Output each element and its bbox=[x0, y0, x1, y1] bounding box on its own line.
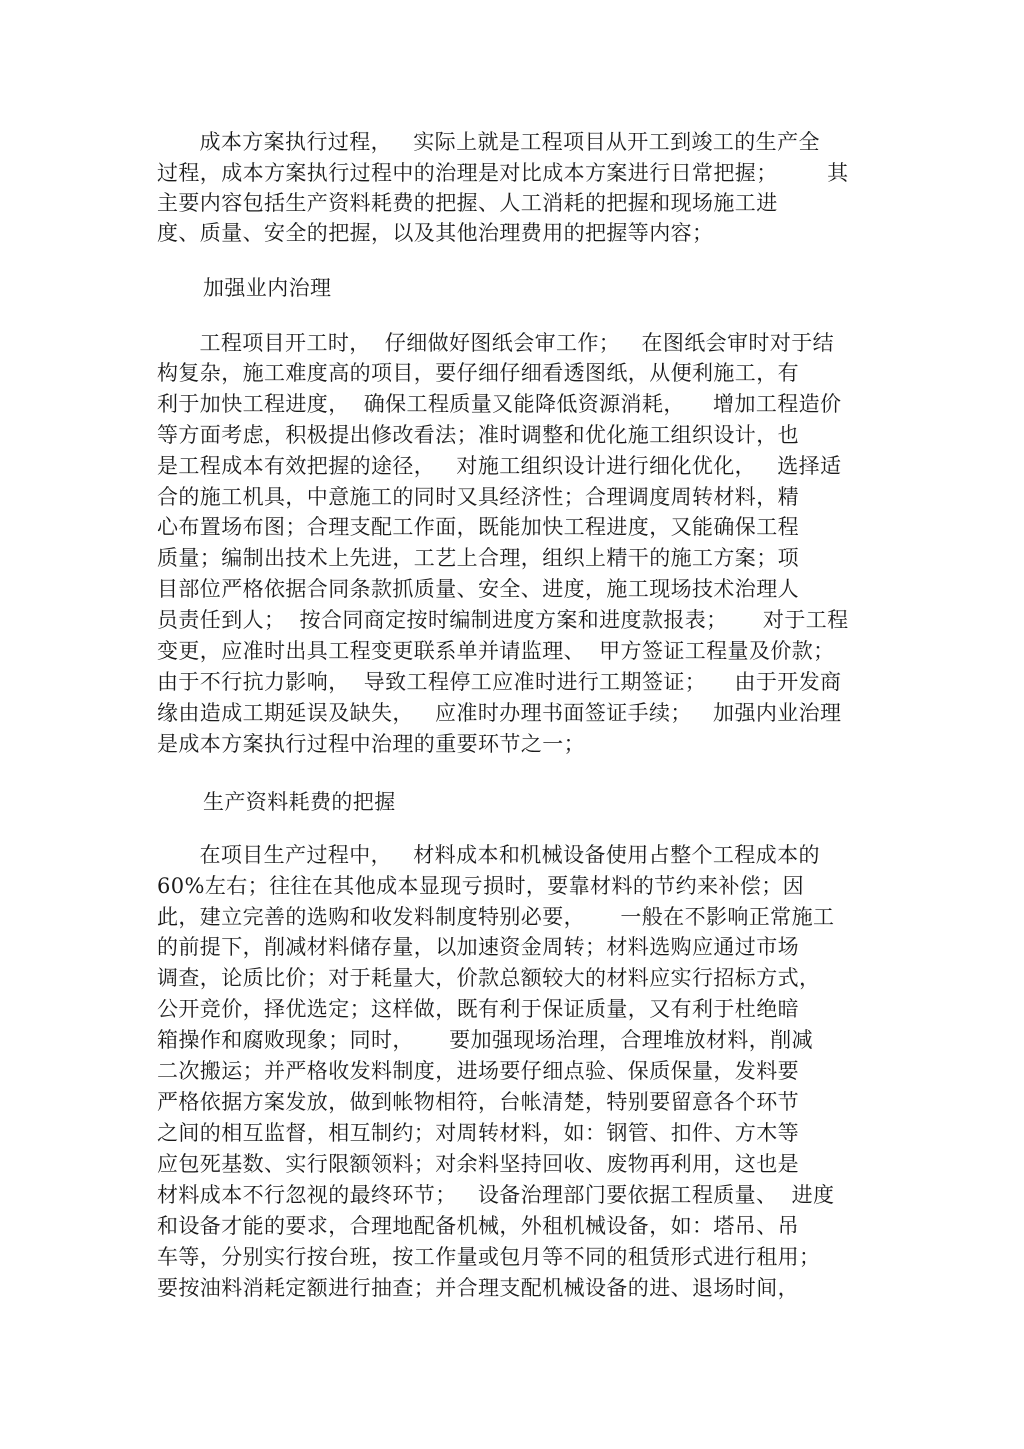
paragraph-line: 度、质量、安全的把握，以及其他治理费用的把握等内容； bbox=[157, 221, 714, 245]
paragraph-line: 是工程成本有效把握的途径， 对施工组织设计进行细化优化， 选择适 bbox=[157, 454, 842, 478]
paragraph-line: 主要内容包括生产资料耗费的把握、人工消耗的把握和现场施工进 bbox=[157, 191, 778, 215]
paragraph-line: 等方面考虑，积极提出修改看法；准时调整和优化施工组织设计，也 bbox=[157, 423, 799, 447]
paragraph-line: 工程项目开工时， 仔细做好图纸会审工作； 在图纸会审时对于结 bbox=[157, 331, 835, 355]
paragraph-line: 应包死基数、实行限额领料；对余料坚持回收、废物再利用，这也是 bbox=[157, 1152, 799, 1176]
paragraph-line: 缘由造成工期延误及缺失， 应准时办理书面签证手续； 加强内业治理 bbox=[157, 701, 842, 725]
paragraph-line: 由于不行抗力影响， 导致工程停工应准时进行工期签证； 由于开发商 bbox=[157, 670, 842, 694]
paragraph-line: 质量；编制出技术上先进，工艺上合理，组织上精干的施工方案；项 bbox=[157, 546, 799, 570]
paragraph-line: 二次搬运；并严格收发料制度，进场要仔细点验、保质保量，发料要 bbox=[157, 1059, 799, 1083]
paragraph-line: 合的施工机具，中意施工的同时又具经济性；合理调度周转材料，精 bbox=[157, 485, 799, 509]
paragraph-line: 在项目生产过程中， 材料成本和机械设备使用占整个工程成本的 bbox=[157, 843, 820, 867]
paragraph-line: 变更，应准时出具工程变更联系单并请监理、 甲方签证工程量及价款； bbox=[157, 639, 835, 663]
paragraph-line: 调查，论质比价；对于耗量大，价款总额较大的材料应实行招标方式， bbox=[157, 966, 821, 990]
paragraph-line: 材料成本不行忽视的最终环节； 设备治理部门要依据工程质量、 进度 bbox=[157, 1183, 835, 1207]
paragraph-line: 之间的相互监督，相互制约；对周转材料，如：钢管、扣件、方木等 bbox=[157, 1121, 799, 1145]
section-heading: 生产资料耗费的把握 bbox=[203, 790, 396, 814]
paragraph-line: 员责任到人； 按合同商定按时编制进度方案和进度款报表； 对于工程 bbox=[157, 608, 849, 632]
paragraph-line: 严格依据方案发放，做到帐物相符，台帐清楚，特别要留意各个环节 bbox=[157, 1090, 799, 1114]
paragraph-line: 是成本方案执行过程中治理的重要环节之一； bbox=[157, 732, 585, 756]
paragraph-line: 构复杂，施工难度高的项目，要仔细仔细看透图纸，从便利施工，有 bbox=[157, 361, 799, 385]
paragraph-line: 公开竞价，择优选定；这样做，既有利于保证质量，又有利于杜绝暗 bbox=[157, 997, 799, 1021]
paragraph-line: 目部位严格依据合同条款抓质量、安全、进度，施工现场技术治理人 bbox=[157, 577, 799, 601]
paragraph-line: 和设备才能的要求，合理地配备机械，外租机械设备，如：塔吊、吊 bbox=[157, 1214, 799, 1238]
paragraph-line: 心布置场布图；合理支配工作面，既能加快工程进度，又能确保工程 bbox=[157, 515, 799, 539]
paragraph-line: 箱操作和腐败现象；同时， 要加强现场治理，合理堆放材料，削减 bbox=[157, 1028, 813, 1052]
paragraph-line: 利于加快工程进度， 确保工程质量又能降低资源消耗， 增加工程造价 bbox=[157, 392, 842, 416]
section-heading: 加强业内治理 bbox=[203, 276, 332, 300]
paragraph-line: 过程，成本方案执行过程中的治理是对比成本方案进行日常把握； 其 bbox=[157, 161, 849, 185]
paragraph-line: 车等，分别实行按台班，按工作量或包月等不同的租赁形式进行租用； bbox=[157, 1245, 821, 1269]
paragraph-line: 成本方案执行过程， 实际上就是工程项目从开工到竣工的生产全 bbox=[157, 130, 820, 154]
paragraph-line: 60%左右；往往在其他成本显现亏损时，要靠材料的节约来补偿；因 bbox=[157, 874, 805, 898]
paragraph-line: 要按油料消耗定额进行抽查；并合理支配机械设备的进、退场时间， bbox=[157, 1276, 799, 1300]
paragraph-line: 的前提下，削减材料储存量，以加速资金周转；材料选购应通过市场 bbox=[157, 935, 799, 959]
paragraph-line: 此，建立完善的选购和收发料制度特别必要， 一般在不影响正常施工 bbox=[157, 905, 835, 929]
